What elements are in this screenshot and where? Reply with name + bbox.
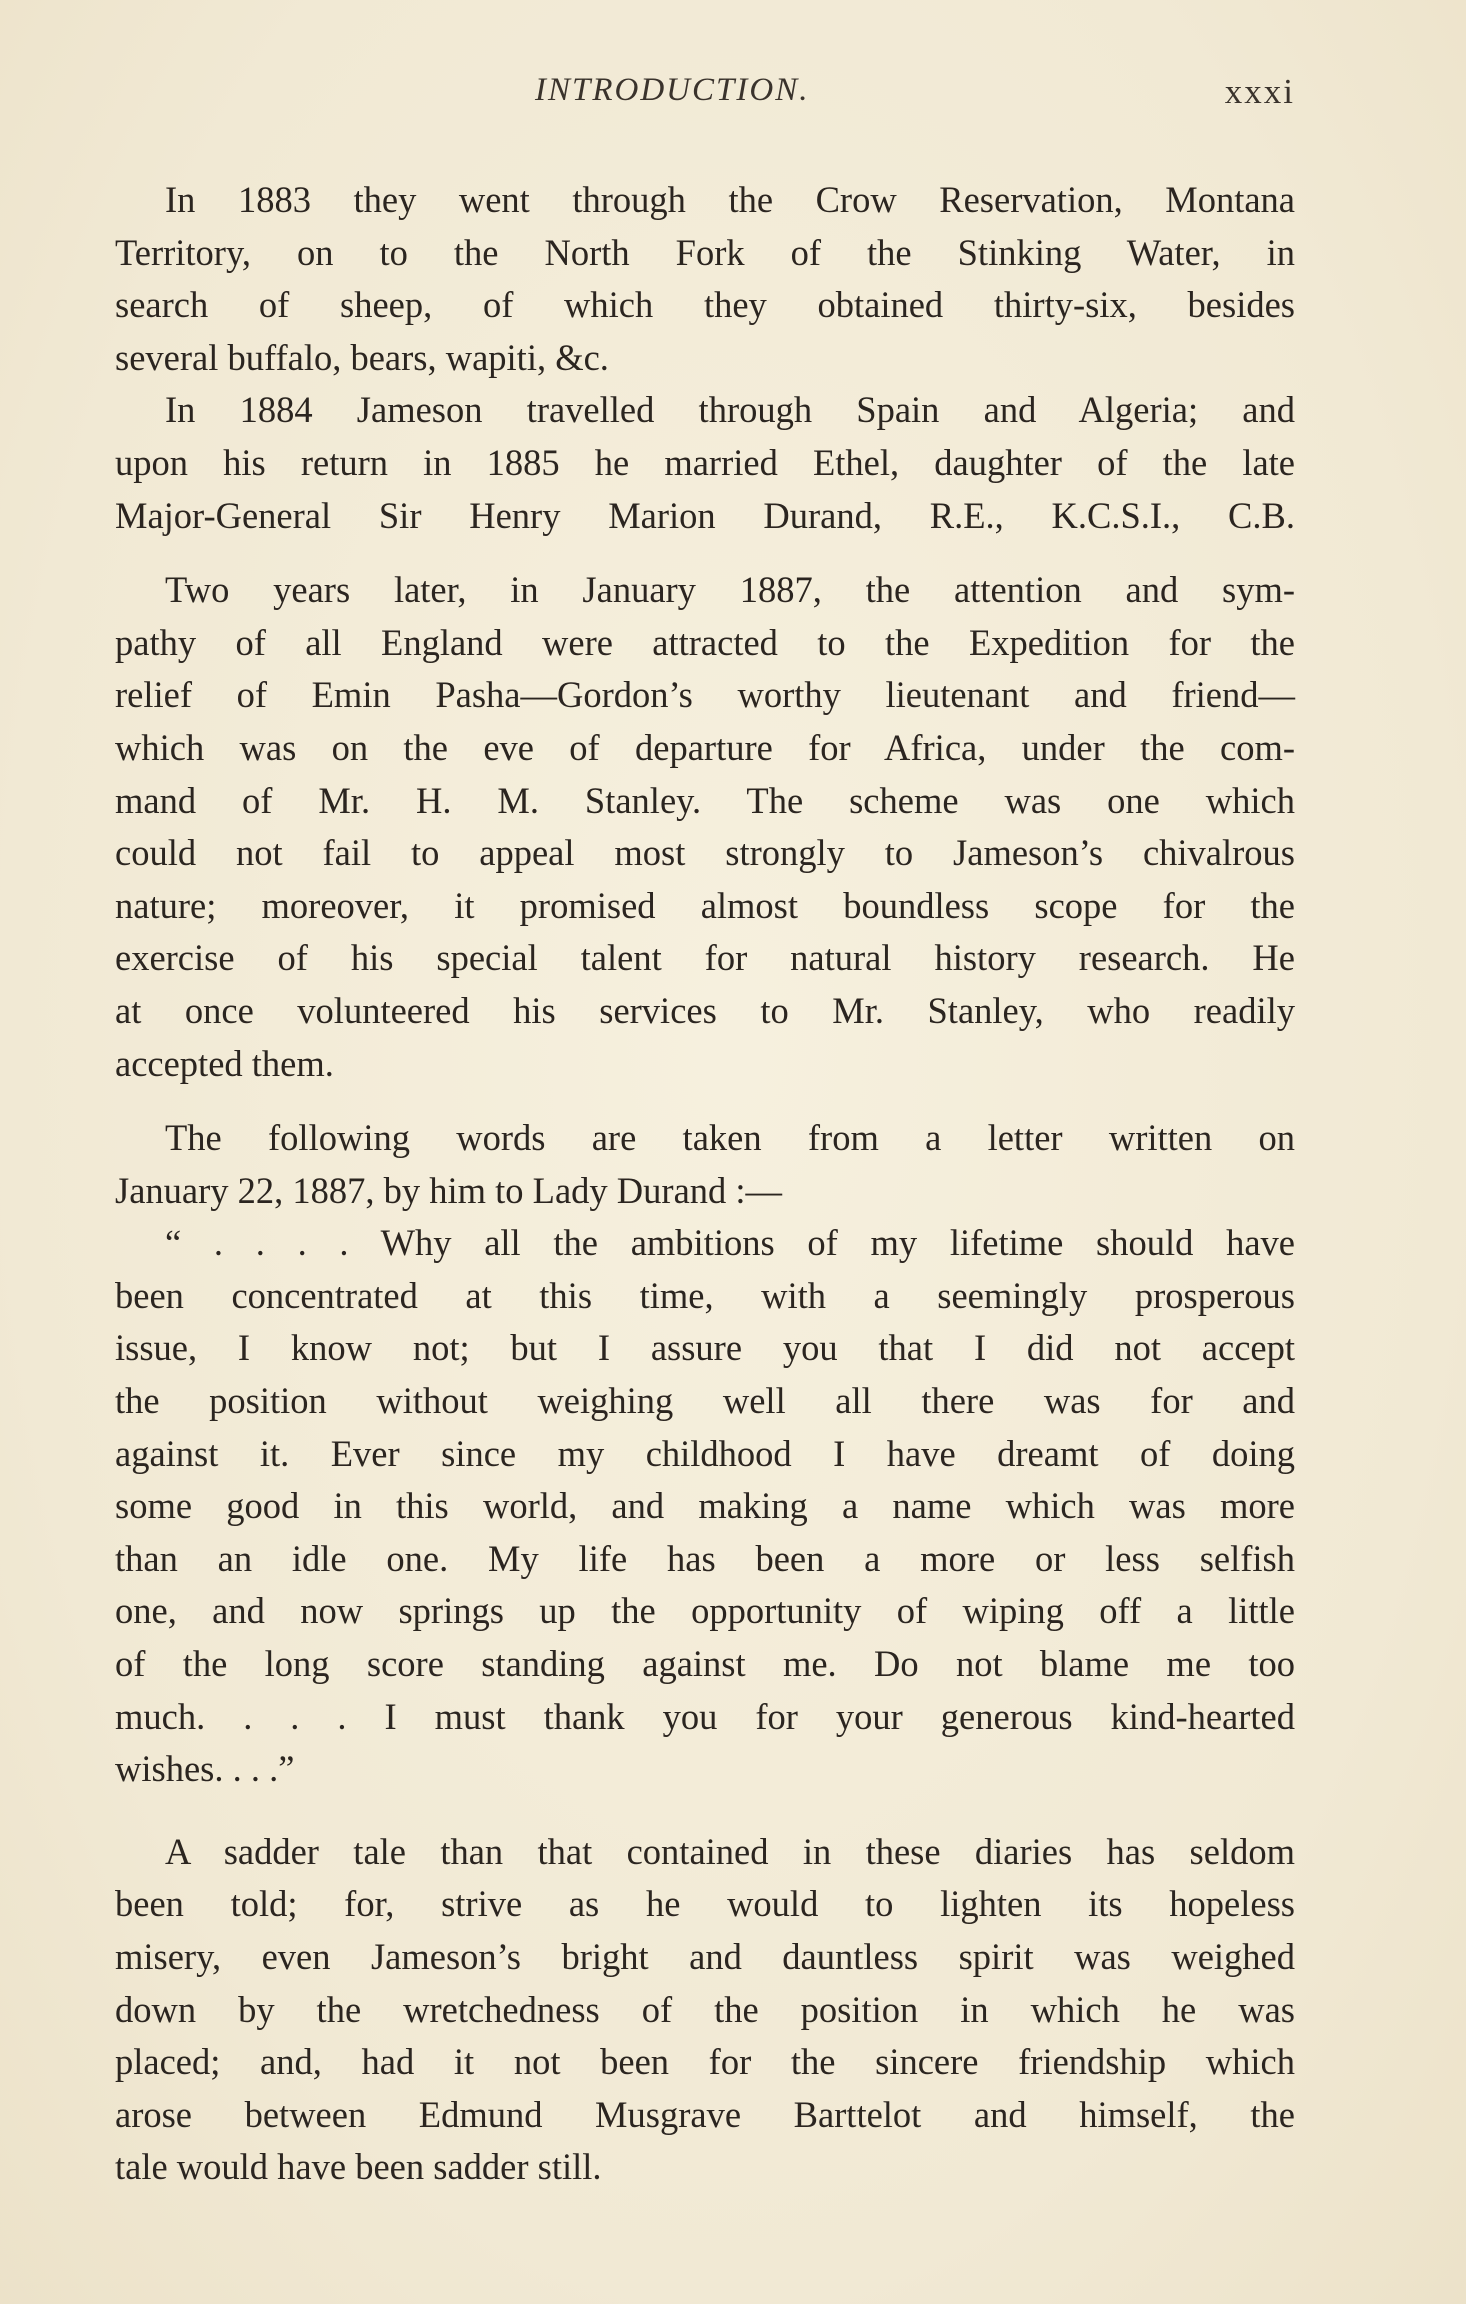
text-line: several buffalo, bears, wapiti, &c. xyxy=(115,336,609,378)
text-line: arose between Edmund Musgrave Barttelot and himself, the xyxy=(115,2093,1295,2135)
text-line: mand of Mr. H. M. Stanley. The scheme was one which xyxy=(115,779,1295,821)
text-line: which was on the eve of departure for Africa, under the com- xyxy=(115,726,1295,768)
text-line: search of sheep, of which they obtained thirty-six, besides xyxy=(115,284,1295,326)
text-line: Major-General Sir Henry Marion Durand, R.E., K.C.S.I., C.B. xyxy=(115,494,1295,536)
text-line: Two years later, in January 1887, the attention and sym- xyxy=(165,569,1295,611)
text-line: wishes. . . .” xyxy=(115,1748,295,1790)
text-line: of the long score standing against me. Do not blame me too xyxy=(115,1643,1295,1685)
text-line: one, and now springs up the opportunity of wiping off a little xyxy=(115,1590,1295,1632)
text-line: relief of Emin Pasha—Gordon’s worthy lieutenant and friend— xyxy=(115,674,1295,716)
text-line: tale would have been sadder still. xyxy=(115,2146,602,2188)
page-number: xxxi xyxy=(1224,72,1295,111)
text-line: “ . . . . Why all the ambitions of my lifetime should have xyxy=(165,1222,1295,1264)
text-line: nature; moreover, it promised almost boundless scope for the xyxy=(115,884,1295,926)
running-head: INTRODUCTION. xyxy=(535,72,810,108)
text-line: the position without weighing well all there was for and xyxy=(115,1380,1295,1422)
paragraph xyxy=(115,1826,1295,2194)
text-line: In 1883 they went through the Crow Reservation, Montana xyxy=(165,179,1295,220)
text-line: against it. Ever since my childhood I have dreamt of doing xyxy=(115,1432,1295,1474)
paragraph xyxy=(115,384,1295,542)
text-line: down by the wretchedness of the position in which he was xyxy=(115,1988,1295,2030)
text-line: Territory, on to the North Fork of the Stinking Water, in xyxy=(115,231,1295,273)
paragraph xyxy=(115,174,1295,384)
text-line: could not fail to appeal most strongly to Jameson’s chivalrous xyxy=(115,832,1295,874)
text-line: accepted them. xyxy=(115,1042,334,1084)
text-line: some good in this world, and making a name which was more xyxy=(115,1485,1295,1527)
paragraph xyxy=(115,1112,1295,1217)
text-line: exercise of his special talent for natural history research. He xyxy=(115,937,1295,979)
text-line: issue, I know not; but I assure you that I did not accept xyxy=(115,1327,1295,1369)
paragraph-gap xyxy=(115,542,1295,564)
text-line: misery, even Jameson’s bright and dauntless spirit was weighed xyxy=(115,1936,1295,1977)
text-line: pathy of all England were attracted to the Expedition for the xyxy=(115,621,1295,663)
text-line: In 1884 Jameson travelled through Spain and Algeria; and xyxy=(165,389,1295,431)
text-line: placed; and, had it not been for the sincere friendship which xyxy=(115,2041,1295,2083)
paragraph-gap xyxy=(115,1090,1295,1112)
body-text xyxy=(115,174,1295,2194)
quoted-letter xyxy=(115,1217,1295,1796)
text-line: at once volunteered his services to Mr. Stanley, who readily xyxy=(115,989,1295,1031)
text-line: The following words are taken from a letter written on xyxy=(165,1117,1295,1159)
paragraph xyxy=(115,564,1295,1090)
text-line: than an idle one. My life has been a more or less selfish xyxy=(115,1537,1295,1579)
text-line: much. . . . I must thank you for your generous kind-hearted xyxy=(115,1695,1295,1737)
text-line: upon his return in 1885 he married Ethel, daughter of the late xyxy=(115,441,1295,483)
text-line: been concentrated at this time, with a seemingly prosperous xyxy=(115,1274,1295,1316)
paragraph-gap xyxy=(115,1796,1295,1826)
text-line: been told; for, strive as he would to lighten its hopeless xyxy=(115,1883,1295,1925)
page-header xyxy=(115,72,1295,122)
text-line: A sadder tale than that contained in these diaries has seldom xyxy=(165,1830,1295,1872)
text-line: January 22, 1887, by him to Lady Durand :— xyxy=(115,1169,783,1211)
